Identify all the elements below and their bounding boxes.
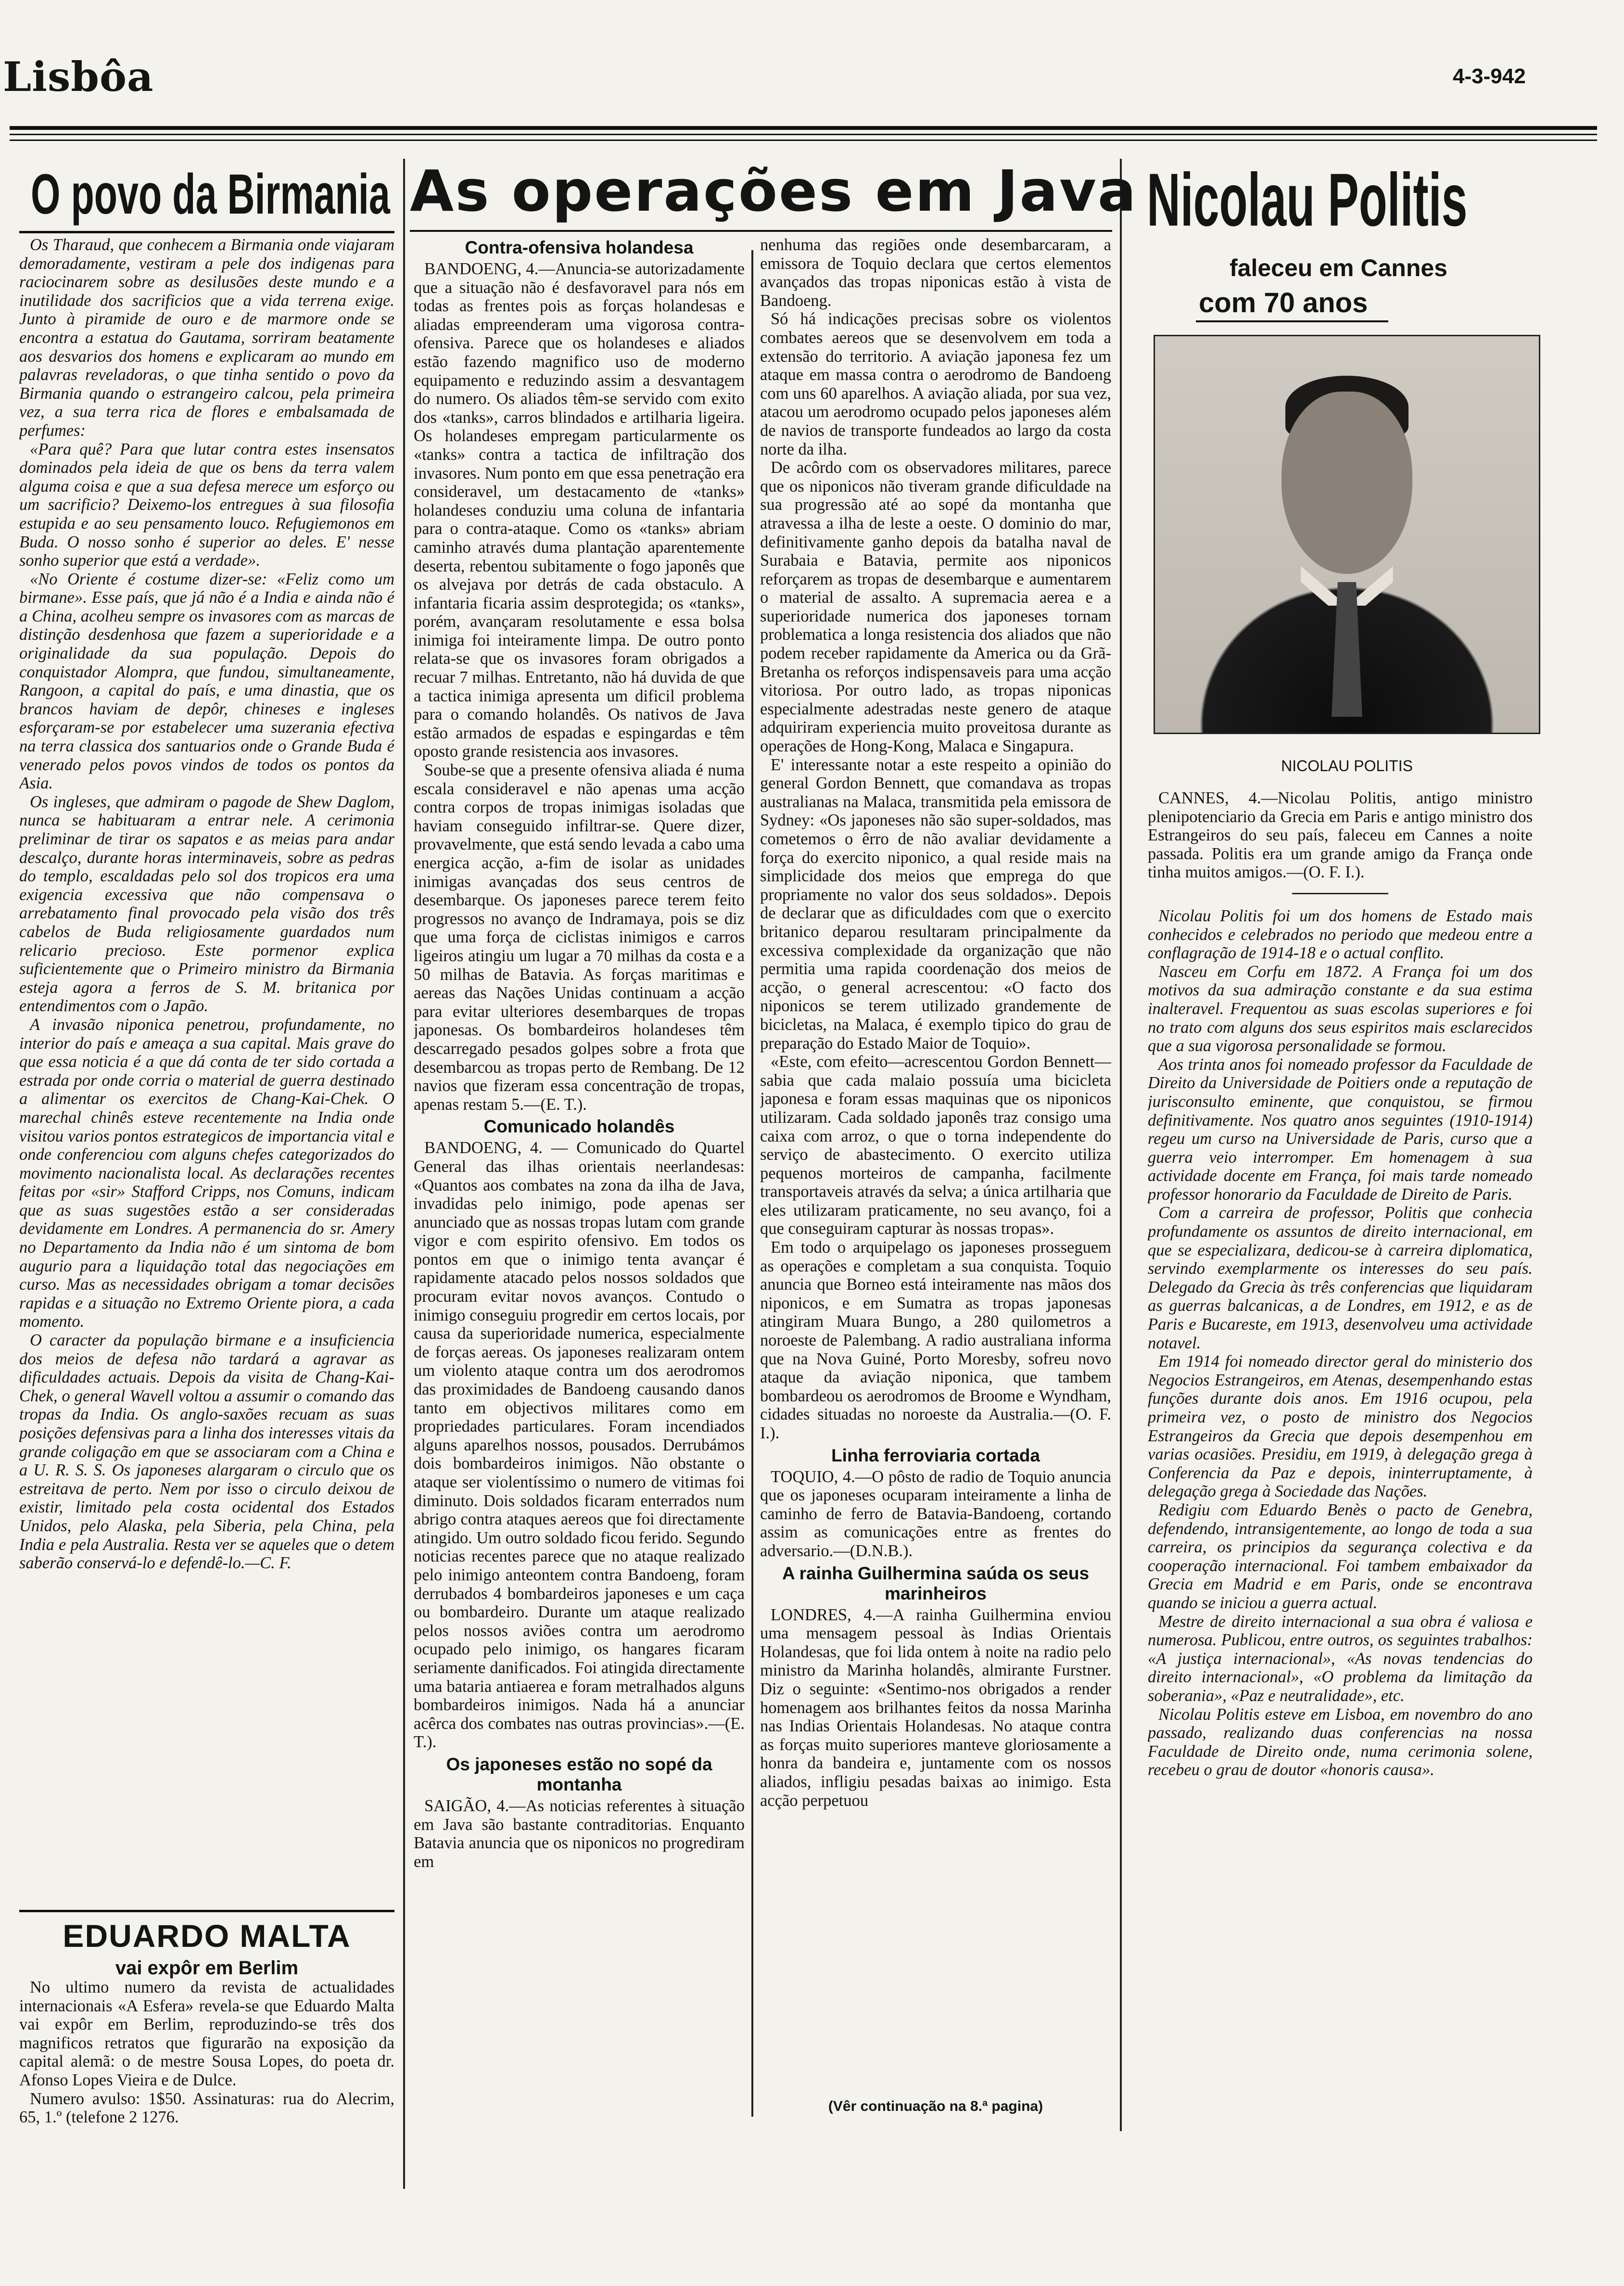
java-paragraph: TOQUIO, 4.—O pôsto de radio de Toquio anuncia que os japoneses ocuparam inteiramente a linha de caminho de ferro de Batavia-Bandoeng, cortando assim as comunicações entre as frentes do adversario.—(D.N.B.). — [760, 1467, 1111, 1560]
java-paragraph: «Este, com efeito—acrescentou Gordon Bennett—sabia que cada malaio possuía uma bicicleta japonesa e foram essas maquinas que os niponicos utilizaram. Cada soldado japonês traz consigo uma caixa com arroz, o que o torna independente do serviço de abastecimento. O exercito utiliza pequenos morteiros de campanha, facilmente transportaveis através da selva; a única artilharia que eles utilizaram praticamente, no seu avanço, foi a que conseguiram capturar às nossas tropas». — [760, 1053, 1111, 1238]
java-headline: As operações em Java — [410, 158, 1138, 224]
java-headline-rule — [410, 230, 1112, 232]
politis-wire: CANNES, 4.—Nicolau Politis, antigo ministro plenipotenciario da Grecia em Paris e antigo ministro dos Estrangeiros do seu país, faleceu em Cannes a noite passada. Politis era um grande amigo da França onde tinha muitos amigos.—(O. F. I.). — [1148, 789, 1533, 882]
malta-headline: EDUARDO MALTA — [63, 1918, 351, 1954]
java-column-2 — [760, 236, 1111, 2088]
subhead-contra-ofensiva: Contra-ofensiva holandesa — [465, 238, 694, 257]
portrait-face — [1281, 392, 1412, 574]
politis-paragraph: Com a carreira de professor, Politis que conhecia profundamente os assuntos de direito internacional, em que se especializara, dedicou-se à carreira diplomatica, servindo exemplarmente os interesses do seu país. Delegado da Grecia às três conferencias que liquidaram as guerras balcanicas, a de Londres, em 1912, e as de Paris e Bucareste, em 1913, desenvolveu uma actividade notavel. — [1148, 1204, 1533, 1352]
subhead-linha-ferroviaria: Linha ferroviaria cortada — [831, 1445, 1040, 1465]
birmania-headline-rule — [19, 231, 394, 233]
politis-separator — [1292, 882, 1388, 894]
masthead-date: 4-3-942 — [1453, 64, 1526, 88]
politis-article — [1148, 789, 1533, 2117]
java-paragraph: nenhuma das regiões onde desembarcaram, a emissora de Toquio declara que certos elementos avançados das tropas niponicas estão à vista de Bandoeng. — [760, 236, 1111, 310]
politis-paragraph: Nicolau Politis foi um dos homens de Estado mais conhecidos e celebrados no periodo que medeou entre a conflagração de 1914-18 e o actual conflito. — [1148, 906, 1533, 963]
birmania-paragraph: O caracter da população birmane e a insuficiencia dos meios de defesa não tardará a agravar as dificuldades actuais. Depois da visita de Chang-Kai-Chek, o general Wavell voltou a assumir o comando das tropas da India. Os anglo-saxões recuam as suas posições defensivas para a linha dos interesses vitais da grande coligação em que se associaram com a China e a U. R. S. S. Os japoneses alargaram o circulo que os estreitava de perto. Nem por isso o circulo deixou de existir, limitado pela costa ocidental dos Estados Unidos, pelo Alaska, pela Siberia, pela China, pela India e pela Australia. Resta ver se aqueles que o detem saberão conservá-lo e defendê-lo.—C. F. — [19, 1331, 394, 1573]
column-divider-2 — [751, 250, 753, 2117]
continuation-note: (Vêr continuação na 8.ª pagina) — [828, 2098, 1043, 2114]
birmania-article — [19, 236, 394, 1904]
birmania-paragraph: Os ingleses, que admiram o pagode de Shew Daglom, nunca se habituaram a entrar nele. A cerimonia preliminar de tirar os sapatos e as meias para andar descalço, durante horas interminaveis, sobre as pedras do templo, escaldadas pelo sol dos tropicos era uma exigencia excessiva que não compensava o arrebatamento final provocado pela visão dos três cabelos de Buda religiosamente guardados num relicario precioso. Este pormenor explica suficientemente que o Primeiro ministro da Birmania esteja agora a ferros de S. M. britanica por entendimentos com o Japão. — [19, 792, 394, 1016]
column-divider-1 — [403, 159, 405, 2189]
java-paragraph: E' interessante notar a este respeito a opinião do general Gordon Bennett, que comandava as tropas australianas na Malaca, transmitida pela emissora de Sydney: «Os japoneses não são super-soldados, mas cometemos o êrro de não avaliar devidamente a força do exercito niponico, a qual reside mais na simplicidade dos meios que emprega do que propriamente no valor dos seus soldados». Depois de declarar que as dificuldades com que o exercito britanico deparou resultaram principalmente da excessiva complexidade da organização que não permitia uma rapida coordenação dos meios de acção, o general acrescentou: «O facto dos niponicos se terem utilizado grandemente de bicicletas, na Malaca, é exemplo tipico do grau de preparação do Estado Maior de Toquio». — [760, 755, 1111, 1053]
politis-paragraph: Nasceu em Corfu em 1872. A França foi um dos motivos da sua admiração constante e da sua estima inalteravel. Frequentou as suas escolas superiores e foi no trato com alguns dos seus espiritos mais esclarecidos que a sua vigorosa personalidade se formou. — [1148, 962, 1533, 1055]
subhead-sope-montanha: Os japoneses estão no sopé da montanha — [446, 1754, 712, 1794]
java-paragraph: SAIGÃO, 4.—As noticias referentes à situação em Java são bastante contraditorias. Enquanto Batavia anuncia que os niponicos no progrediram em — [414, 1796, 745, 1871]
java-paragraph: BANDOENG, 4.—Anuncia-se autorizadamente que a situação não é desfavoravel para nós em todas as frentes pois as forças holandesas e aliadas empreenderam uma vigorosa contra-ofensiva. Parece que os holandeses e aliados estão fazendo magnifico uso de moderno equipamento e reduzindo assim a desvantagem do numero. Os aliados têm-se servido com exito dos «tanks», carros blindados e artilharia ligeira. Os holandeses empregam particularmente os «tanks» contra a tactica de infiltração dos invasores. Num ponto em que essa penetração era consideravel, um destacamento de «tanks» holandeses conduziu uma coluna de infantaria para o contra-ataque. Como os «tanks» abriam caminho através duma plantação aparentemente deserta, rebentou subitamente o fogo japonês que os alvejava por detrás de cada obstaculo. A infantaria ficaria assim desprotegida; os «tanks», porém, avançaram resolutamente e essa bolsa inimiga foi inteiramente limpa. De outro ponto relata-se que os invasores foram obrigados a recuar 7 milhas. Entretanto, não há duvida de que a tactica inimiga apresenta um dificil problema para o comando holandês. Os nativos de Java estão armados de espadas e espingardas e têm oposto grande resistencia aos invasores. — [414, 260, 745, 761]
masthead-rule-thick — [10, 126, 1597, 130]
malta-article — [19, 1978, 394, 2137]
java-paragraph: Soube-se que a presente ofensiva aliada é numa escala consideravel e não apenas uma acção contra corpos de tropas inimigas isoladas que haviam conseguido infiltrar-se. Quere dizer, provavelmente, que está sendo levada a cabo uma energica acção, a-fim de isolar as unidades inimigas avançadas dos seus centros de desembarque. Os japoneses parece terem feito progressos no avanço de Indramaya, pois se diz que uma força de ciclistas inimigos e carros ligeiros atingiu um lugar a 70 milhas da costa e a 50 milhas de Batavia. As forças maritimas e aereas das Nações Unidas continuam a acção para evitar ulteriores desembarques de tropas japonesas. Os bombardeiros holandeses têm descarregado pesados golpes sobre a frota que desembarcou as tropas perto de Rembang. De 12 navios que fizeram essa concentração de tropas, apenas restam 5.—(E. T.). — [414, 761, 745, 1114]
malta-top-rule — [19, 1910, 394, 1912]
masthead-rule-thin-2 — [10, 140, 1597, 141]
politis-paragraph: Em 1914 foi nomeado director geral do ministerio dos Negocios Estrangeiros, em Atenas, desempenhando estas funções durante dois anos. Em 1916 ocupou, pela primeira vez, o posto de ministro dos Negocios Estrangeiros da Grecia que depois desempenhou em varias ocasiões. Presidiu, em 1919, à delegação grega à Conferencia da Paz e depois, ininterruptamente, à delegação grega à Sociedade das Nações. — [1148, 1352, 1533, 1501]
birmania-paragraph: A invasão niponica penetrou, profundamente, no interior do país e ameaça a sua capital. Mais grave do que essa noticia é a que dá conta de ter sido cortada a estrada por onde corria o material de guerra destinado a alimentar os exercitos de Chang-Kai-Chek. O marechal chinês esteve recentemente na India onde visitou varios pontos estrategicos de importancia vital e onde conferenciou com alguns chefes categorizados do movimento nacionalista local. As declarações recentes feitas por «sir» Stafford Cripps, nos Comuns, indicam que as suas sugestões estão a ser consideradas devidamente em Londres. A permanencia do sr. Amery no Departamento da India não é um sintoma de bom augurio para a liquidação total das negociações em curso. Mas as necessidades obrigam a tomar decisões rapidas e a situação no Extremo Oriente piora, a cada momento. — [19, 1015, 394, 1331]
portrait-caption: NICOLAU POLITIS — [1281, 757, 1413, 775]
birmania-paragraph: «Para quê? Para que lutar contra estes insensatos dominados pela ideia de que os bens da terra valem alguma coisa e que a sua defesa merece um esforço ou um sacrificio? Deixemo-los entregues à sua filosofia estupida e ao seu pensamento louco. Refugiemonos em Buda. O nosso sonho é superior ao deles. E' nesse sonho superior que está a verdade». — [19, 440, 394, 570]
politis-subhead-underline — [1196, 320, 1388, 322]
malta-subhead: vai expôr em Berlim — [115, 1957, 299, 1979]
masthead-title: Lisbôa — [3, 53, 154, 101]
java-paragraph: Em todo o arquipelago os japoneses prosseguem as operações e completam a sua conquista. Toquio anuncia que Borneo está inteiramente nas mãos dos niponicos, e em Sumatra as tropas japonesas atingiram Muara Bungo, a 280 quilometros a noroeste de Palembang. A radio australiana informa que na Nova Guiné, Porto Moresby, sofreu novo ataque da aviação niponica, que tambem bombardeou os aerodromos de Broome e Wyndham, cidades situadas no noroeste da Australia.—(O. F. I.). — [760, 1238, 1111, 1442]
subhead-rainha: A rainha Guilhermina saúda os seus marinheiros — [782, 1563, 1090, 1603]
politis-paragraph: Nicolau Politis esteve em Lisboa, em novembro do ano passado, realizando duas conferencias na nossa Faculdade de Direito onde, numa cerimonia solene, recebeu o grau de doutor «honoris causa». — [1148, 1705, 1533, 1779]
malta-paragraph: Numero avulso: 1$50. Assinaturas: rua do Alecrim, 65, 1.º (telefone 2 1276. — [19, 2089, 394, 2127]
java-paragraph: BANDOENG, 4. — Comunicado do Quartel General das ilhas orientais neerlandesas: «Quantos aos combates na zona da ilha de Java, invadidas pelo inimigo, pode apenas ser anunciado que as nossas tropas lutam com grande vigor e com espirito ofensivo. Em todos os pontos em que o inimigo tenta avançar é rapidamente atacado pelos nossos soldados que procuram evitar novos avanços. Contudo o inimigo conseguiu progredir em certos locais, por causa da superioridade numerica, especialmente de forças aereas. Os japoneses realizaram ontem um violento ataque contra um dos aerodromos das proximidades de Bandoeng causando danos tanto em objectivos militares como em propriedades particulares. Foram incendiados alguns aparelhos nossos, pousados. Derrubámos dois bombardeiros inimigos. Não obstante o ataque ser violentíssimo o numero de vitimas foi diminuto. Dois soldados ficaram enterrados num abrigo contra ataques aereos que foi directamente atingido. Um outro soldado ficou ferido. Segundo noticias recentes parece que no ataque realizado pelo inimigo anteontem contra Bandoeng, foram derrubados 4 bombardeiros japoneses e um caça ou bombardeiro. Durante um ataque realizado pelos nossos aviões contra um aerodromo ocupado pelo inimigo, os hangares ficaram seriamente danificados. Foi atingida directamente uma bataria antiaerea e foram metralhados alguns bombardeiros inimigos. Nada há a anunciar acêrca dos combates nas outras provincias».—(E. T.). — [414, 1139, 745, 1752]
portrait-photo — [1154, 335, 1540, 734]
malta-paragraph: No ultimo numero da revista de actualidades internacionais «A Esfera» revela-se que Eduardo Malta vai expôr em Berlim, reproduzindo-se três dos magnificos retratos que figurarão na exposição da capital alemã: o de mestre Sousa Lopes, do poeta dr. Afonso Lopes Vieira e de Dulce. — [19, 1978, 394, 2089]
politis-subhead-2: com 70 anos — [1199, 287, 1368, 318]
birmania-paragraph: «No Oriente é costume dizer-se: «Feliz como um birmane». Esse país, que já não é a India e ainda não é a China, acolheu sempre os invasores com as marcas de distinção desdenhosa que fazem a superioridade e a originalidade da sua população. Depois do conquistador Alompra, que fundou, simultaneamente, Rangoon, a capital do país, e uma dinastia, que os brancos haviam de depôr, chineses e ingleses esforçaram-se por estabelecer uma suzerania efectiva na terra classica dos santuarios onde o Grande Buda é venerado pelos povos vindos de todos os pontos da Asia. — [19, 570, 394, 793]
birmania-headline: O povo da Birmania — [31, 163, 390, 226]
politis-subhead-1: faleceu em Cannes — [1230, 254, 1447, 281]
politis-paragraph: Mestre de direito internacional a sua obra é valiosa e numerosa. Publicou, entre outros, os seguintes trabalhos: «A justiça internacional», «As novas tendencias do direito internacional», «O problema da limitação da soberania», «Paz e neutralidade», etc. — [1148, 1612, 1533, 1705]
masthead-rule-thin — [10, 134, 1597, 135]
politis-paragraph: Redigiu com Eduardo Benès o pacto de Genebra, defendendo, intransigentemente, ao longo de toda a sua carreira, os principios da segurança colectiva e da cooperação internacional. Foi tambem embaixador da Grecia em Madrid e em Paris, onde se encontrava quando se iniciou a guerra actual. — [1148, 1500, 1533, 1612]
column-divider-3 — [1120, 159, 1122, 2131]
subhead-comunicado: Comunicado holandês — [483, 1117, 675, 1137]
java-column-1 — [414, 235, 745, 2125]
java-paragraph: De acôrdo com os observadores militares, parece que os niponicos não tiveram grande dificuldade na sua progressão até ao sopé da montanha que atravessa a ilha de leste a oeste. O dominio do mar, definitivamente ganho depois da batalha naval de Surabaia e Batavia, permite aos niponicos reforçarem as tropas de desembarque e aumentarem o material de assalto. A supremacia aerea e a superioridade numerica dos japoneses tornam problematica a longa resistencia dos aliados que não podem receber rapidamente da America ou da Grã-Bretanha os reforços indispensaveis para uma acção vitoriosa. Por outro lado, as tropas niponicas especialmente adestradas neste genero de ataque adquiriram experiencia muito proveitosa durante as operações de Hong-Kong, Malaca e Singapura. — [760, 458, 1111, 756]
politis-headline: Nicolau Politis — [1147, 158, 1468, 242]
birmania-paragraph: Os Tharaud, que conhecem a Birmania onde viajaram demoradamente, vestiram a pele dos indigenas para raciocinarem sobre as desilusões deste mundo e a inutilidade dos sacrificios que a vida terrena exige. Junto à piramide de ouro e de marmore onde se encontra a estatua do Gautama, sorriram beatamente aos desvarios dos homens e explicaram ao mundo em palavras reveladoras, o que tinha sentido o povo da Birmania quando o estrangeiro calcou, pela primeira vez, a sua terra rica de flores e embalsamada de perfumes: — [19, 236, 394, 440]
java-paragraph: Só há indicações precisas sobre os violentos combates aereos que se desenvolvem em toda a extensão do territorio. A aviação japonesa fez um ataque em massa contra o aerodromo de Bandoeng com uns 60 aparelhos. A aviação aliada, por sua vez, atacou um aerodromo ocupado pelos japoneses além de navios de transporte fundeados ao largo da costa norte da ilha. — [760, 310, 1111, 458]
politis-paragraph: Aos trinta anos foi nomeado professor da Faculdade de Direito da Universidade de Poitiers onde a reputação de jurisconsulto eminente, que conquistou, se firmou definitivamente. Nos quatro anos seguintes (1910-1914) regeu um curso na Universidade de Paris, curso que a guerra veio interromper. Em homenagem à sua actividade docente em França, foi mais tarde nomeado professor honorario da Faculdade de Direito de Paris. — [1148, 1055, 1533, 1204]
java-paragraph: LONDRES, 4.—A rainha Guilhermina enviou uma mensagem pessoal às Indias Orientais Holandesas, que foi lida ontem à noite na radio pelo ministro da Marinha holandês, almirante Furstner. Diz o seguinte: «Sentimo-nos obrigados a render homenagem aos brilhantes feitos da nossa Marinha nas Indias Orientais Holandesas. No ataque contra as forças muito superiores manteve gloriosamente a honra da bandeira e, juntamente com os nossos aliados, infligiu pesadas baixas ao inimigo. Esta acção perpetuou — [760, 1605, 1111, 1810]
